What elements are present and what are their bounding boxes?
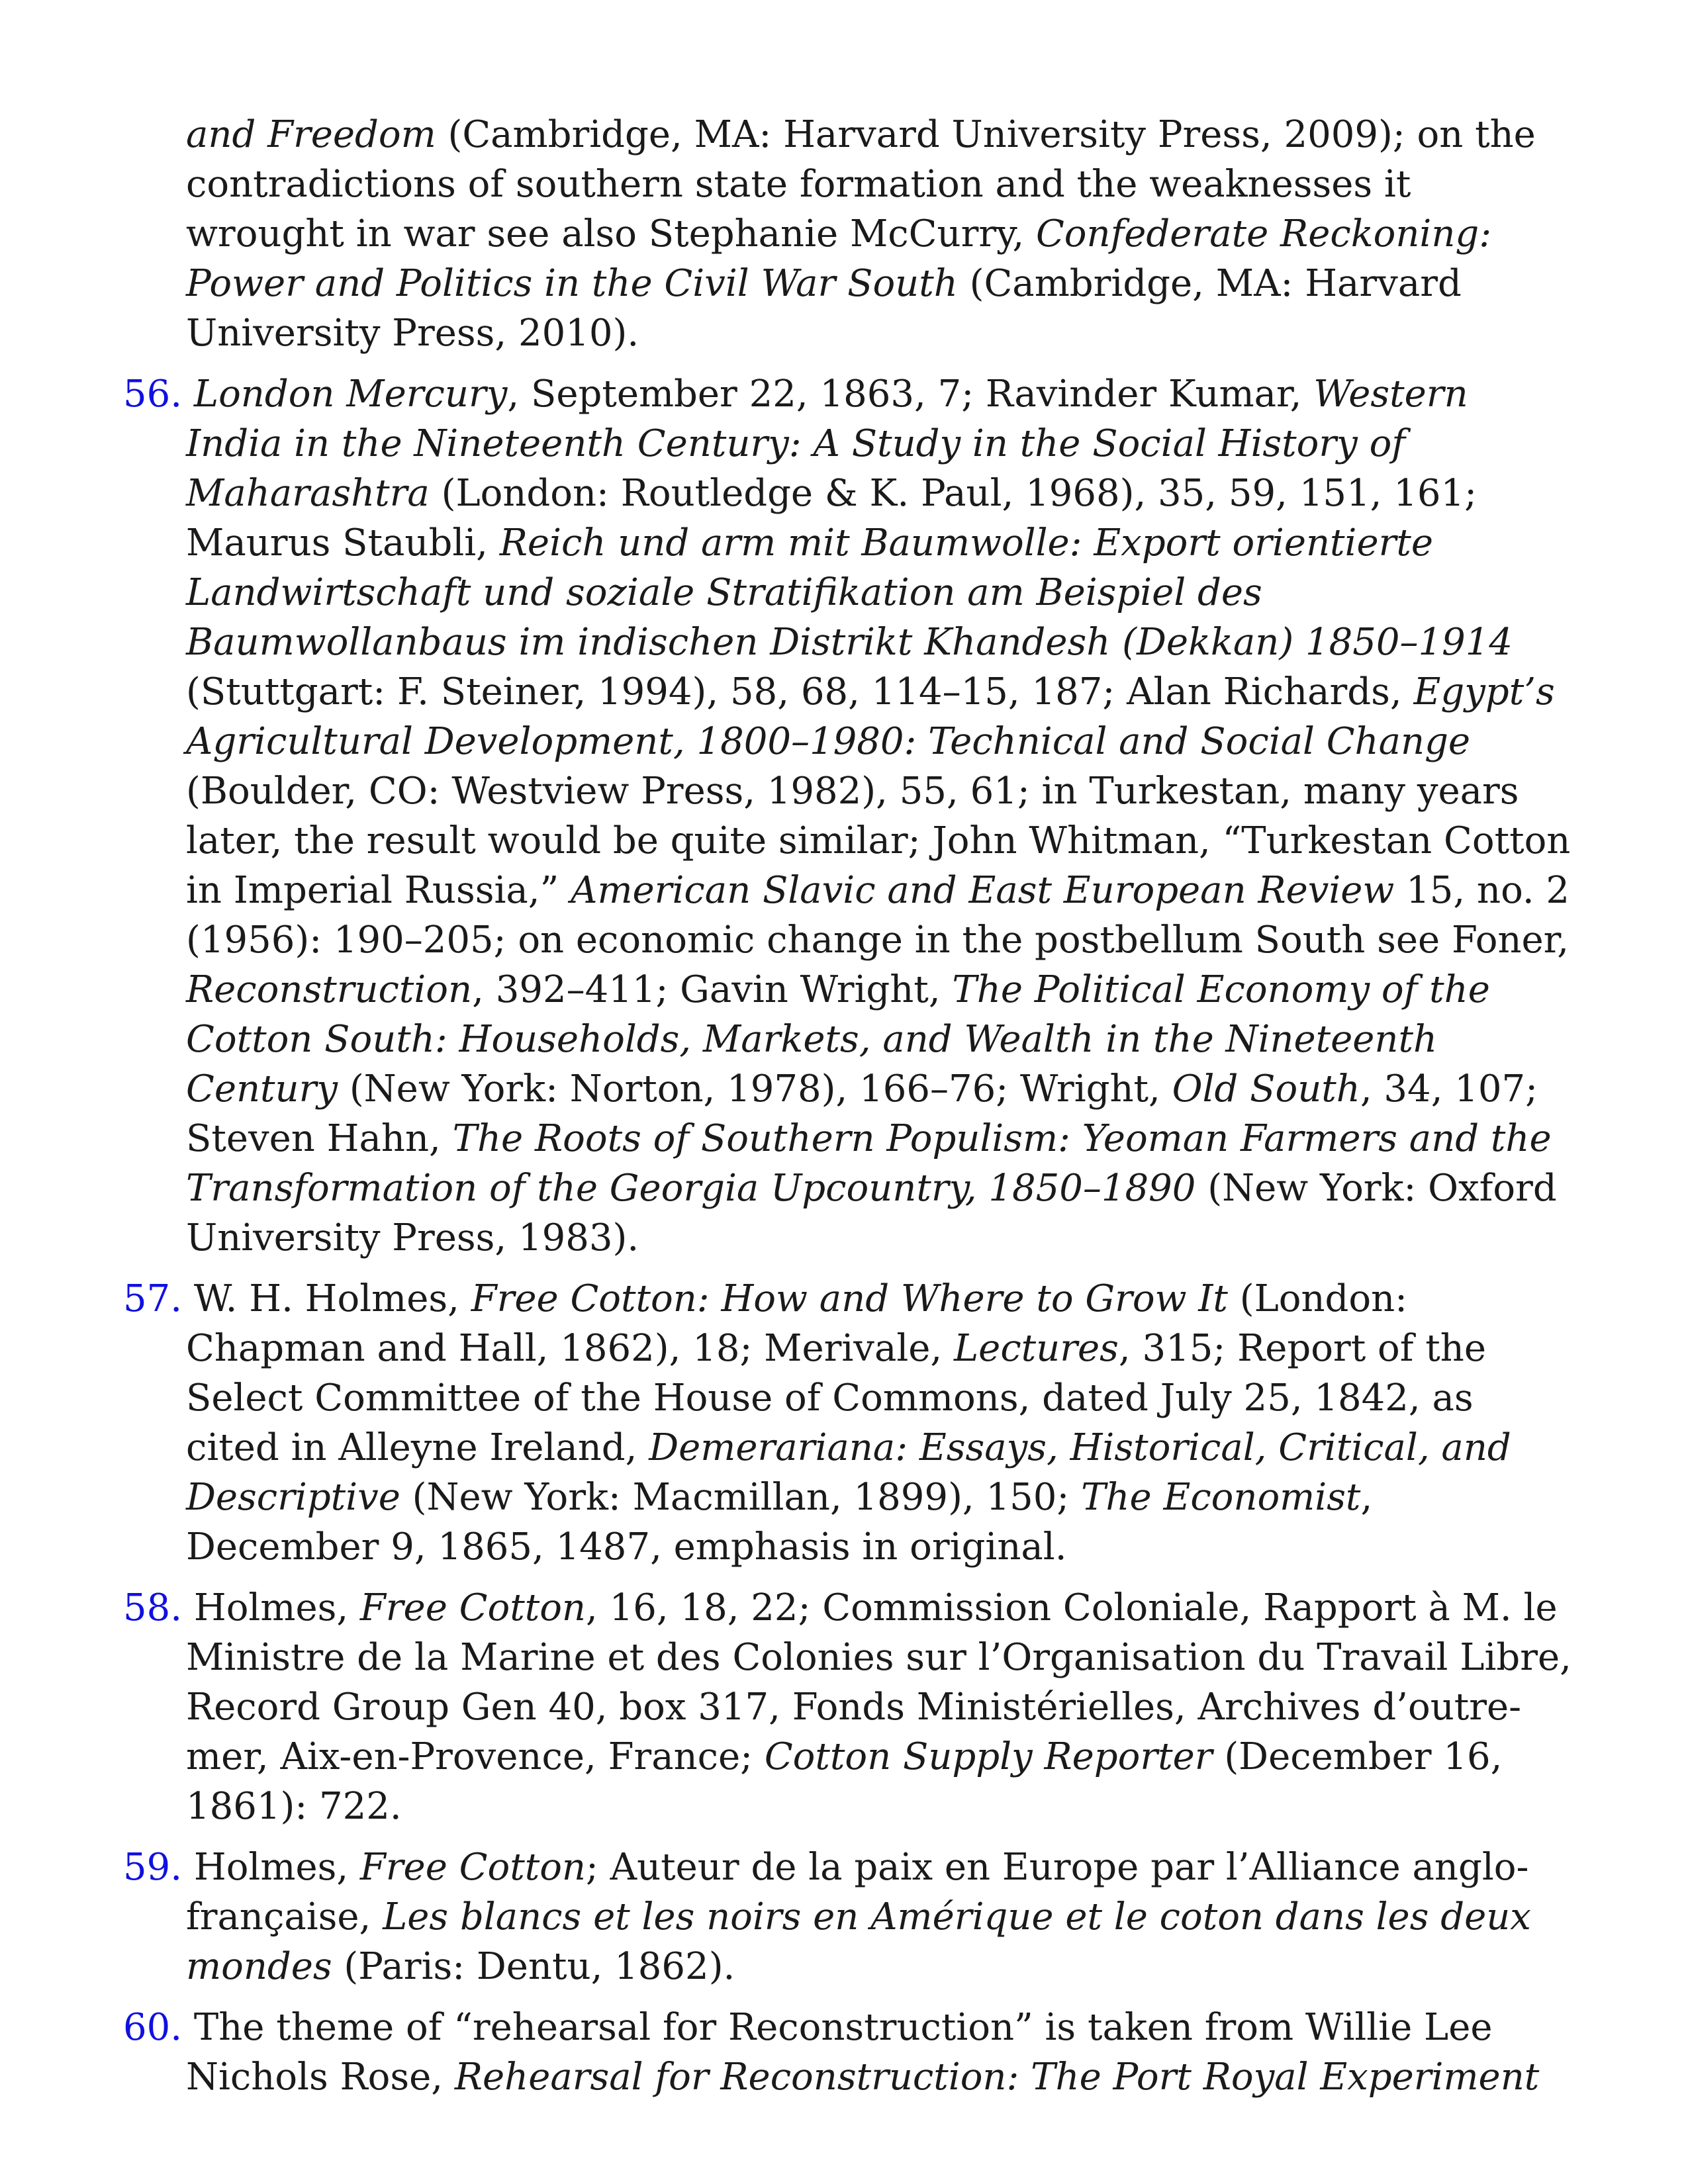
- endnote-text: , 16, 18, 22; Commission Coloniale, Rapport à M. le Ministre de la Marine et des Colonies sur l’Organisation du Travail Libre, Record Group Gen 40, box 317, Fonds Ministérielles, Archives d’outre-mer, Aix-en-Provence, France;: [186, 1586, 1571, 1778]
- endnote-text: , September 22, 1863, 7; Ravinder Kumar,: [507, 373, 1314, 416]
- endnote-title-italic: The Economist: [1081, 1476, 1361, 1519]
- endnote-number-link[interactable]: 59.: [123, 1846, 183, 1889]
- endnote-text: (New York: Oxford University Press, 1983).: [186, 1167, 1557, 1259]
- endnote: [123, 369, 1573, 1263]
- endnote-text: , 315; Report of the Select Committee of the House of Commons, dated July 25, 1842, as cited in Alleyne Ireland,: [186, 1327, 1486, 1469]
- endnote-title-italic: Demerariana: Essays, Historical, Critical, and Descriptive: [186, 1426, 1511, 1519]
- endnote: [123, 1583, 1573, 1831]
- endnote-text: , 34, 107; Steven Hahn,: [186, 1068, 1538, 1160]
- endnote-title-italic: and Freedom: [186, 113, 436, 156]
- endnote-text: (Boulder, CO: Westview Press, 1982), 55, 61; in Turkestan, many years later, the result would be quite similar; John Whitman, “Turkestan Cotton in Imperial Russia,”: [186, 770, 1571, 912]
- endnote-text: (Stuttgart: F. Steiner, 1994), 58, 68, 114–15, 187; Alan Richards,: [186, 670, 1414, 713]
- endnote-text: W. H. Holmes,: [193, 1277, 471, 1320]
- endnote-title-italic: Les blancs et les noirs en Amérique et le coton dans les deux mondes: [186, 1895, 1531, 1988]
- endnote: [123, 1843, 1573, 1991]
- endnote-text: Holmes,: [193, 1846, 360, 1889]
- endnote-text: (December 16, 1861): 722.: [186, 1735, 1503, 1828]
- endnote: [123, 1274, 1573, 1572]
- endnote-number-link[interactable]: 57.: [123, 1277, 183, 1320]
- endnote-text: ; Auteur de la paix en Europe par l’Alliance anglo-française,: [186, 1846, 1529, 1938]
- endnote-text: (London: Chapman and Hall, 1862), 18; Merivale,: [186, 1277, 1408, 1370]
- endnote-number-link[interactable]: 56.: [123, 373, 183, 416]
- endnote-title-italic: Old South: [1172, 1068, 1360, 1111]
- endnote-title-italic: London Mercury: [193, 373, 508, 416]
- endnote-continuation: [123, 110, 1573, 358]
- endnote-text: (New York: Norton, 1978), 166–76; Wright,: [338, 1068, 1172, 1111]
- endnote-number-link[interactable]: 58.: [123, 1586, 183, 1629]
- endnote-title-italic: Western India in the Nineteenth Century: A Study in the Social History of Maharashtra: [186, 373, 1468, 515]
- endnote-title-italic: Free Cotton: How and Where to Grow It: [471, 1277, 1228, 1320]
- endnote-text: (London: Routledge & K. Paul, 1968), 35, 59, 151, 161; Maurus Staubli,: [186, 472, 1477, 565]
- endnote-title-italic: Reich und arm mit Baumwolle: Export orientierte Landwirtschaft und soziale Stratifikation am Beispiel des Baumwollanbaus im indischen Distrikt Khandesh (Dekkan) 1850–1914: [186, 522, 1513, 664]
- endnote-title-italic: Free Cotton: [359, 1586, 586, 1629]
- endnote-text: (New York: Macmillan, 1899), 150;: [400, 1476, 1082, 1519]
- endnote-text: The theme of “rehearsal for Reconstruction” is taken from Willie Lee Nichols Rose,: [186, 2006, 1493, 2099]
- endnote-title-italic: The Roots of Southern Populism: Yeoman Farmers and the Transformation of the Georgia Upcountry, 1850–1890: [186, 1117, 1552, 1210]
- endnote-text: (Cambridge, MA: Harvard University Press, 2010).: [186, 262, 1462, 355]
- endnote-text: (Cambridge, MA: Harvard University Press, 2009); on the contradictions of southern state formation and the weaknesses it wrought in war see also Stephanie McCurry,: [186, 113, 1536, 255]
- endnote-title-italic: The Political Economy of the Cotton South: Households, Markets, and Wealth in the Nineteenth Century: [186, 968, 1490, 1111]
- endnotes-list: [123, 110, 1573, 2113]
- endnote-text: Holmes,: [193, 1586, 360, 1629]
- endnote-text: , 392–411; Gavin Wright,: [472, 968, 953, 1011]
- endnote-text: (Paris: Dentu, 1862).: [332, 1945, 735, 1988]
- endnote-title-italic: American Slavic and East European Review: [571, 869, 1395, 912]
- endnote-title-italic: Free Cotton: [359, 1846, 586, 1889]
- endnote-title-italic: Confederate Reckoning: Power and Politics in the Civil War South: [186, 212, 1492, 305]
- endnote-title-italic: Egypt’s Agricultural Development, 1800–1980: Technical and Social Change: [186, 670, 1555, 763]
- endnote: [123, 2003, 1573, 2102]
- endnote-text: , December 9, 1865, 1487, emphasis in original.: [186, 1476, 1373, 1569]
- endnote-text: 15, no. 2 (1956): 190–205; on economic change in the postbellum South see Foner,: [186, 869, 1570, 962]
- endnote-title-italic: Cotton Supply Reporter: [764, 1735, 1213, 1778]
- endnote-number-link[interactable]: 60.: [123, 2006, 183, 2049]
- endnote-title-italic: Lectures: [953, 1327, 1119, 1370]
- endnote-title-italic: Rehearsal for Reconstruction: The Port Royal Experiment: [454, 2056, 1540, 2099]
- endnote-title-italic: Reconstruction: [186, 968, 473, 1011]
